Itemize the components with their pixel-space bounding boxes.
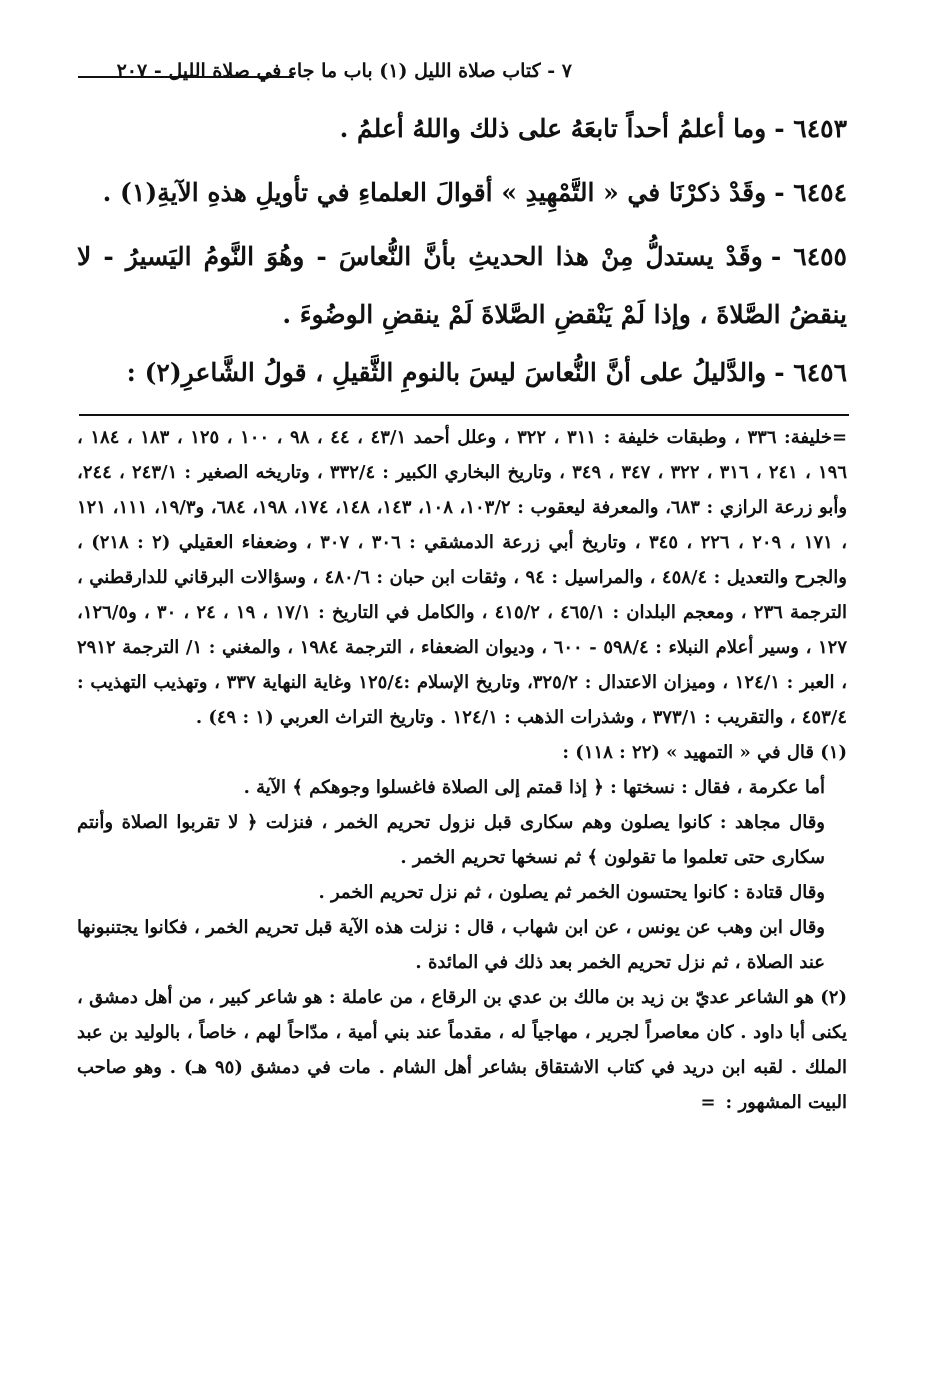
paragraph-6453 — [77, 100, 847, 158]
paragraph-text: والدَّليلُ على أنَّ النُّعاسَ ليسَ بالنومِ الثَّقيلِ ، قولُ الشَّاعرِ(٢) : — [126, 358, 767, 387]
running-header: ٧ - كتاب صلاة الليل (١) باب ما جاء في صلاة الليل - ٢٠٧ — [116, 60, 572, 82]
paragraph-text: وقَدْ يستدلُّ مِنْ هذا الحديثِ بأنَّ النُّعاسَ - وهُوَ النَّومُ اليَسيرُ - لا ينقضُ الصَّلاةَ ، وإذا لَمْ يَنْقضِ الصَّلاةَ لَمْ ينقضِ الوضُوءَ . — [77, 242, 847, 329]
footnote-1-line: وقال ابن وهب عن يونس ، عن ابن شهاب ، قال : نزلت هذه الآية قبل تحريم الخمر ، فكانوا يجتنبونها عند الصلاة ، ثم نزل تحريم الخمر بعد ذلك في المائدة . — [77, 917, 825, 973]
header-rule — [78, 76, 294, 78]
paragraph-number: ٦٤٥٥ - — [770, 242, 847, 271]
footnote-1-line: وقال مجاهد : كانوا يصلون وهم سكارى قبل نزول تحريم الخمر ، فنزلت ﴿ لا تقربوا الصلاة وأنتم سكارى حتى تعلموا ما تقولون ﴾ ثم نسخها تحريم الخمر . — [77, 812, 825, 868]
footnote-1-line: وقال قتادة : كانوا يحتسون الخمر ثم يصلون ، ثم نزل تحريم الخمر . — [318, 882, 825, 903]
footnote-continuation: =خليفة: ٣٣٦ ، وطبقات خليفة : ٣١١ ، ٣٢٢ ، وعلل أحمد ٤٣/١ ، ٤٤ ، ٩٨ ، ١٠٠ ، ١٢٥ ، ١٨٣ ، ١٨٤ ، ١٩٦ ، ٢٤١ ، ٣١٦ ، ٣٢٢ ، ٣٤٧ ، ٣٤٩ ، وتاريخ البخاري الكبير : ٣٣٢/٤ ، وتاريخه الصغير : ٢٤٣/١ ، ٢٤٤، وأبو زرعة الرازي : ٦٨٣، والمعرفة ليعقوب : ١٠٣/٢، ١٠٨، ١٤٣، ١٤٨، ١٧٤، ١٩٨، ٦٨٤، و١٩/٣، ١١١، ١٢١ ، ١٧١ ، ٢٠٩ ، ٢٢٦ ، ٣٤٥ ، وتاريخ أبي زرعة الدمشقي : ٣٠٦ ، ٣٠٧ ، وضعفاء العقيلي (٢ : ٢١٨) ، والجرح والتعديل : ٤٥٨/٤ ، والمراسيل : ٩٤ ، وثقات ابن حبان : ٤٨٠/٦ ، وسؤالات البرقاني للدارقطني ، الترجمة ٢٣٦ ، ومعجم البلدان : ٤٦٥/١ ، ٤١٥/٢ ، والكامل في التاريخ : ١٧/١ ، ١٩ ، ٢٤ ، ٣٠ ، و١٢٦/٥، ١٢٧ ، وسير أعلام النبلاء : ٥٩٨/٤ - ٦٠٠ ، وديوان الضعفاء ، الترجمة ١٩٨٤ ، والمغني : ١/ الترجمة ٢٩١٢ ، العبر : ١٢٤/١ ، وميزان الاعتدال : ٣٢٥/٢، وتاريخ الإسلام :١٢٥/٤ وغاية النهاية ٣٣٧ ، وتهذيب التهذيب : ٤٥٣/٤ ، والتقريب : ٣٧٣/١ ، وشذرات الذهب : ١٢٤/١ . وتاريخ التراث العربي (١ : ٤٩) . — [77, 427, 848, 728]
paragraph-number: ٦٤٥٦ - — [774, 358, 847, 387]
paragraph-text: وقَدْ ذكرْنَا في « التَّمْهِيدِ » أقوالَ العلماءِ في تأويلِ هذهِ الآيةِ(١) . — [102, 178, 767, 207]
paragraph-text: وما أعلمُ أحداً تابعَهُ على ذلك واللهُ أعلمُ . — [339, 114, 767, 143]
paragraph-6454 — [77, 164, 847, 222]
footnote-2 — [77, 980, 847, 1120]
paragraph-6455 — [77, 228, 847, 344]
footnote-separator — [79, 414, 849, 416]
footnotes — [77, 420, 847, 1120]
footnote-2-text: (٢) هو الشاعر عديّ بن زيد بن مالك بن عدي بن الرقاع ، من عاملة : هو شاعر كبير ، من أهل دمشق ، يكنى أبا داود . كان معاصراً لجرير ، مهاجياً له ، مقدماً عند بني أمية ، مدّاحاً لهم ، خاصاً ، بالوليد بن عبد الملك . لقبه ابن دريد في كتاب الاشتقاق بشاعر أهل الشام . مات في دمشق (٩٥ هـ) . وهو صاحب البيت المشهور : — [77, 987, 847, 1113]
footnote-1-line: أما عكرمة ، فقال : نسختها : ﴿ إذا قمتم إلى الصلاة فاغسلوا وجوهكم ﴾ الآية . — [243, 777, 825, 798]
continuation-mark: = — [700, 1092, 716, 1113]
paragraph-6456 — [77, 344, 847, 402]
paragraph-number: ٦٤٥٤ - — [774, 178, 847, 207]
paragraph-number: ٦٤٥٣ - — [774, 114, 847, 143]
footnote-1-heading: (١) قال في « التمهيد » (٢٢ : ١١٨) : — [562, 742, 847, 763]
main-text — [77, 100, 847, 402]
